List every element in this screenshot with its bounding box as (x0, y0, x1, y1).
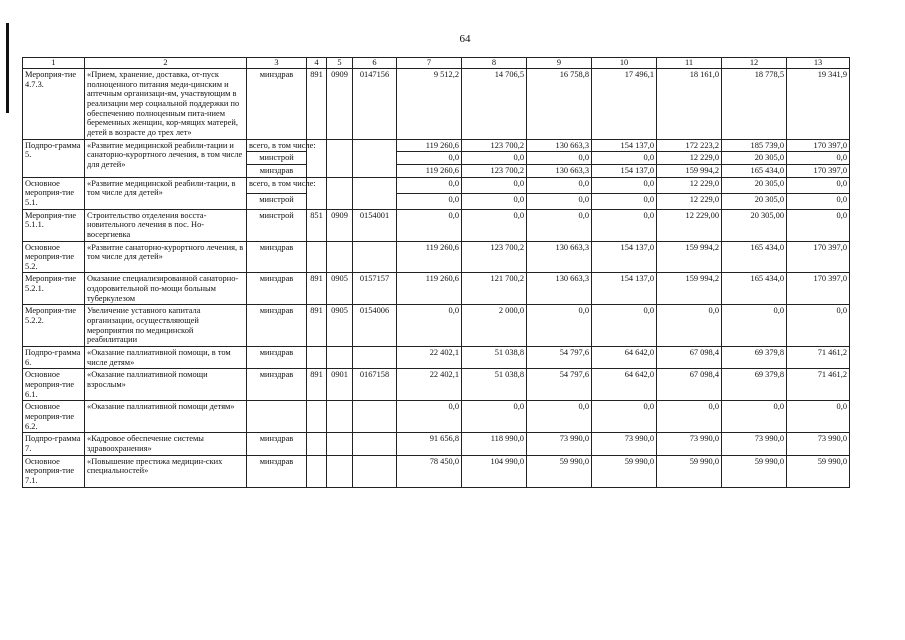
amount-cell: 14 706,5 (462, 69, 527, 140)
responsible-executor: минздрав (247, 273, 307, 305)
responsible-executor: минздрав (247, 305, 307, 347)
amount-cell: 165 434,0 (722, 241, 787, 273)
responsible-executor: минздрав (247, 347, 307, 369)
target-article-code (353, 347, 397, 369)
table-row (23, 177, 850, 193)
amount-cell: 130 663,3 (527, 139, 592, 152)
amount-cell: 130 663,3 (527, 273, 592, 305)
amount-cell: 73 990,0 (657, 433, 722, 455)
program-code: Подпро-грамма 5. (23, 139, 85, 177)
responsible-executor: минстрой (247, 152, 307, 165)
amount-cell: 51 038,8 (462, 369, 527, 401)
amount-cell: 123 700,2 (462, 164, 527, 177)
grbs-code: 891 (307, 69, 327, 140)
target-article-code (353, 433, 397, 455)
amount-cell: 0,0 (527, 401, 592, 433)
program-code: Мероприя-тие 4.7.3. (23, 69, 85, 140)
program-name: «Развитие санаторно-курортного лечения, в том числе для детей» (85, 241, 247, 273)
column-header-1: 1 (23, 58, 85, 69)
target-article-code (353, 139, 397, 177)
amount-cell: 0,0 (397, 193, 462, 209)
amount-cell: 154 137,0 (592, 164, 657, 177)
amount-cell: 0,0 (397, 401, 462, 433)
amount-cell: 54 797,6 (527, 369, 592, 401)
column-header-4: 4 (307, 58, 327, 69)
amount-cell: 12 229,00 (657, 209, 722, 241)
grbs-code (307, 455, 327, 487)
amount-cell: 0,0 (787, 152, 850, 165)
table-row (23, 273, 850, 305)
amount-cell: 0,0 (462, 209, 527, 241)
grbs-code: 851 (307, 209, 327, 241)
grbs-code (307, 401, 327, 433)
amount-cell: 0,0 (527, 177, 592, 193)
column-header-5: 5 (327, 58, 353, 69)
amount-cell: 20 305,0 (722, 177, 787, 193)
responsible-executor: минздрав (247, 433, 307, 455)
amount-cell: 91 656,8 (397, 433, 462, 455)
amount-cell: 18 161,0 (657, 69, 722, 140)
amount-cell: 0,0 (527, 305, 592, 347)
program-name: «Оказание паллиативной помощи взрослым» (85, 369, 247, 401)
table-row (23, 209, 850, 241)
table-row (23, 305, 850, 347)
column-header-7: 7 (397, 58, 462, 69)
program-name: «Оказание паллиативной помощи детям» (85, 401, 247, 433)
amount-cell: 12 229,0 (657, 193, 722, 209)
header-row (23, 58, 850, 69)
program-code: Основное мероприя-тие 5.1. (23, 177, 85, 209)
amount-cell: 16 758,8 (527, 69, 592, 140)
section-code (327, 139, 353, 177)
amount-cell: 118 990,0 (462, 433, 527, 455)
table-row (23, 69, 850, 140)
responsible-executor: минстрой (247, 209, 307, 241)
amount-cell: 0,0 (527, 152, 592, 165)
program-code: Основное мероприя-тие 5.2. (23, 241, 85, 273)
amount-cell: 0,0 (657, 401, 722, 433)
amount-cell: 2 000,0 (462, 305, 527, 347)
program-name: «Развитие медицинской реабили-тации, в том числе для детей» (85, 177, 247, 209)
column-header-2: 2 (85, 58, 247, 69)
amount-cell: 0,0 (592, 401, 657, 433)
amount-cell: 0,0 (397, 209, 462, 241)
table-row (23, 369, 850, 401)
responsible-executor: минздрав (247, 241, 307, 273)
amount-cell: 159 994,2 (657, 273, 722, 305)
column-header-6: 6 (353, 58, 397, 69)
amount-cell: 0,0 (592, 305, 657, 347)
target-article-code (353, 455, 397, 487)
amount-cell: 73 990,0 (787, 433, 850, 455)
amount-cell: 119 260,6 (397, 164, 462, 177)
amount-cell: 0,0 (527, 209, 592, 241)
column-header-9: 9 (527, 58, 592, 69)
amount-cell: 67 098,4 (657, 347, 722, 369)
amount-cell: 123 700,2 (462, 241, 527, 273)
program-code: Основное мероприя-тие 6.1. (23, 369, 85, 401)
responsible-executor: минздрав (247, 69, 307, 140)
amount-cell: 0,0 (397, 152, 462, 165)
amount-cell: 59 990,0 (787, 455, 850, 487)
program-code: Основное мероприя-тие 7.1. (23, 455, 85, 487)
section-code (327, 177, 353, 209)
program-name: «Повышение престижа медицин-ских специальностей» (85, 455, 247, 487)
responsible-executor: минздрав (247, 164, 307, 177)
section-code: 0909 (327, 69, 353, 140)
amount-cell: 170 397,0 (787, 164, 850, 177)
amount-cell: 69 379,8 (722, 369, 787, 401)
target-article-code (353, 241, 397, 273)
amount-cell: 0,0 (592, 193, 657, 209)
section-code: 0909 (327, 209, 353, 241)
responsible-executor: минздрав (247, 455, 307, 487)
program-name: Строительство отделения восста-новительного лечения в пос. Но-восергиевка (85, 209, 247, 241)
amount-cell: 12 229,0 (657, 152, 722, 165)
amount-cell: 172 223,2 (657, 139, 722, 152)
program-name: Увеличение уставного капитала организации, осуществляющей мероприятия по медицинской реабилитации (85, 305, 247, 347)
amount-cell: 17 496,1 (592, 69, 657, 140)
column-header-3: 3 (247, 58, 307, 69)
responsible-executor: всего, в том числе: (247, 177, 307, 193)
amount-cell: 154 137,0 (592, 273, 657, 305)
responsible-executor (247, 401, 307, 433)
target-article-code: 0167158 (353, 369, 397, 401)
amount-cell: 0,0 (657, 305, 722, 347)
amount-cell: 20 305,0 (722, 193, 787, 209)
amount-cell: 123 700,2 (462, 139, 527, 152)
amount-cell: 159 994,2 (657, 164, 722, 177)
amount-cell: 54 797,6 (527, 347, 592, 369)
amount-cell: 170 397,0 (787, 273, 850, 305)
amount-cell: 73 990,0 (527, 433, 592, 455)
amount-cell: 0,0 (462, 152, 527, 165)
column-header-10: 10 (592, 58, 657, 69)
table-row (23, 347, 850, 369)
target-article-code: 0154001 (353, 209, 397, 241)
amount-cell: 170 397,0 (787, 241, 850, 273)
amount-cell: 71 461,2 (787, 369, 850, 401)
target-article-code: 0157157 (353, 273, 397, 305)
grbs-code (307, 347, 327, 369)
amount-cell: 18 778,5 (722, 69, 787, 140)
amount-cell: 59 990,0 (657, 455, 722, 487)
amount-cell: 20 305,00 (722, 209, 787, 241)
amount-cell: 119 260,6 (397, 273, 462, 305)
amount-cell: 67 098,4 (657, 369, 722, 401)
amount-cell: 154 137,0 (592, 241, 657, 273)
section-code (327, 241, 353, 273)
program-name: «Кадровое обеспечение системы здравоохранения» (85, 433, 247, 455)
program-name: «Оказание паллиативной помощи, в том числе детям» (85, 347, 247, 369)
grbs-code: 891 (307, 305, 327, 347)
amount-cell: 121 700,2 (462, 273, 527, 305)
amount-cell: 0,0 (462, 193, 527, 209)
target-article-code (353, 401, 397, 433)
amount-cell: 0,0 (527, 193, 592, 209)
program-code: Подпро-грамма 6. (23, 347, 85, 369)
section-code: 0901 (327, 369, 353, 401)
amount-cell: 170 397,0 (787, 139, 850, 152)
amount-cell: 69 379,8 (722, 347, 787, 369)
amount-cell: 0,0 (787, 177, 850, 193)
amount-cell: 78 450,0 (397, 455, 462, 487)
program-code: Основное мероприя-тие 6.2. (23, 401, 85, 433)
amount-cell: 0,0 (787, 209, 850, 241)
page-number: 64 (459, 33, 471, 45)
responsible-executor: всего, в том числе: (247, 139, 307, 152)
amount-cell: 73 990,0 (722, 433, 787, 455)
table-row (23, 139, 850, 152)
amount-cell: 51 038,8 (462, 347, 527, 369)
amount-cell: 104 990,0 (462, 455, 527, 487)
amount-cell: 159 994,2 (657, 241, 722, 273)
amount-cell: 165 434,0 (722, 273, 787, 305)
grbs-code: 891 (307, 273, 327, 305)
program-name: Оказание специализированной санаторно-оздоровительной по-мощи больным туберкулезом (85, 273, 247, 305)
budget-table (22, 57, 850, 488)
amount-cell: 0,0 (787, 193, 850, 209)
section-code: 0905 (327, 305, 353, 347)
column-header-11: 11 (657, 58, 722, 69)
amount-cell: 119 260,6 (397, 241, 462, 273)
section-code (327, 433, 353, 455)
program-code: Мероприя-тие 5.1.1. (23, 209, 85, 241)
amount-cell: 73 990,0 (592, 433, 657, 455)
target-article-code (353, 177, 397, 209)
section-code (327, 401, 353, 433)
program-name: «Прием, хранение, доставка, от-пуск полноценного питания меди-цинским и аптечным организаци-ям, участвующим в реализации мер социальной поддержки по обеспечению полноценным пита-нием беременных женщин, кор-мящих матерей, детей в возрасте до трех лет» (85, 69, 247, 140)
amount-cell: 165 434,0 (722, 164, 787, 177)
amount-cell: 154 137,0 (592, 139, 657, 152)
section-code (327, 455, 353, 487)
amount-cell: 0,0 (592, 177, 657, 193)
amount-cell: 119 260,6 (397, 139, 462, 152)
amount-cell: 0,0 (462, 401, 527, 433)
grbs-code (307, 433, 327, 455)
grbs-code: 891 (307, 369, 327, 401)
amount-cell: 0,0 (397, 305, 462, 347)
responsible-executor: минстрой (247, 193, 307, 209)
amount-cell: 130 663,3 (527, 241, 592, 273)
section-code (327, 347, 353, 369)
amount-cell: 71 461,2 (787, 347, 850, 369)
target-article-code: 0154006 (353, 305, 397, 347)
section-code: 0905 (327, 273, 353, 305)
program-name: «Развитие медицинской реабили-тации и санаторно-курортного лечения, в том числе для детей» (85, 139, 247, 177)
amount-cell: 59 990,0 (722, 455, 787, 487)
amount-cell: 0,0 (592, 152, 657, 165)
amount-cell: 0,0 (592, 209, 657, 241)
amount-cell: 64 642,0 (592, 347, 657, 369)
column-header-8: 8 (462, 58, 527, 69)
grbs-code (307, 241, 327, 273)
amount-cell: 9 512,2 (397, 69, 462, 140)
amount-cell: 19 341,9 (787, 69, 850, 140)
table-row (23, 241, 850, 273)
amount-cell: 0,0 (397, 177, 462, 193)
amount-cell: 64 642,0 (592, 369, 657, 401)
program-code: Подпро-грамма 7. (23, 433, 85, 455)
amount-cell: 12 229,0 (657, 177, 722, 193)
table-row (23, 401, 850, 433)
amount-cell: 59 990,0 (527, 455, 592, 487)
table-row (23, 455, 850, 487)
amount-cell: 59 990,0 (592, 455, 657, 487)
responsible-executor: минздрав (247, 369, 307, 401)
table-row (23, 433, 850, 455)
column-header-13: 13 (787, 58, 850, 69)
amount-cell: 22 402,1 (397, 369, 462, 401)
amount-cell: 22 402,1 (397, 347, 462, 369)
program-code: Мероприя-тие 5.2.2. (23, 305, 85, 347)
amount-cell: 130 663,3 (527, 164, 592, 177)
amount-cell: 20 305,0 (722, 152, 787, 165)
amount-cell: 0,0 (787, 401, 850, 433)
amount-cell: 0,0 (787, 305, 850, 347)
amount-cell: 0,0 (722, 305, 787, 347)
target-article-code: 0147156 (353, 69, 397, 140)
amount-cell: 0,0 (462, 177, 527, 193)
left-margin-rule (6, 23, 9, 113)
amount-cell: 185 739,0 (722, 139, 787, 152)
program-code: Мероприя-тие 5.2.1. (23, 273, 85, 305)
column-header-12: 12 (722, 58, 787, 69)
amount-cell: 0,0 (722, 401, 787, 433)
